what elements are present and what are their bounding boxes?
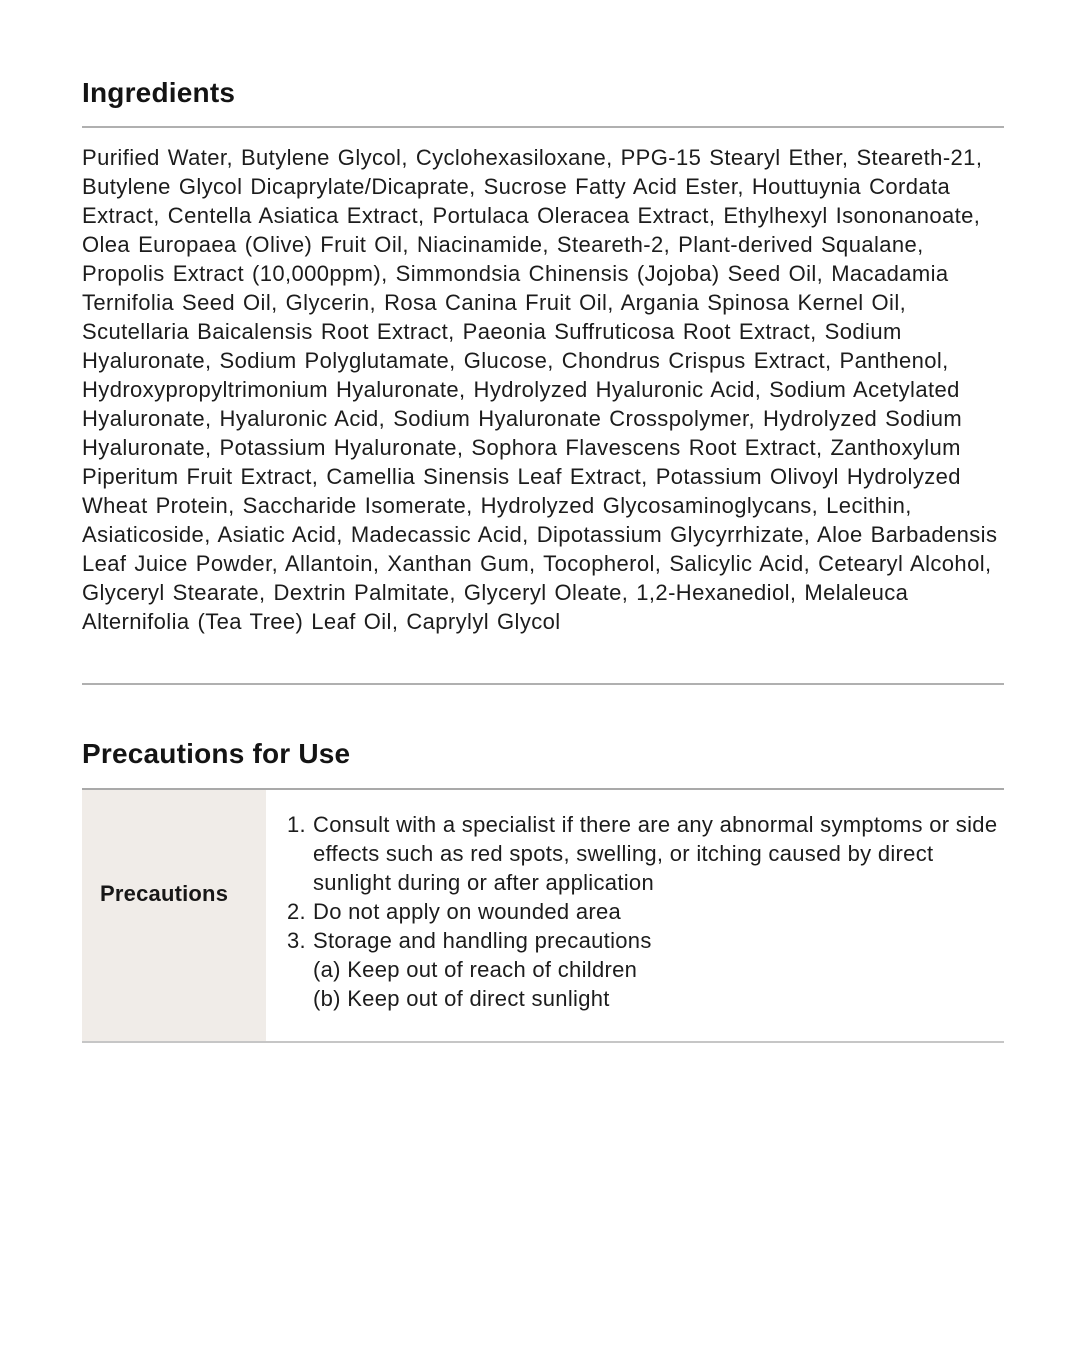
list-item-text [313, 810, 998, 897]
list-item-line: Do not apply on wounded area [313, 899, 622, 924]
list-item-line: Storage and handling precautions [313, 928, 652, 953]
ingredients-section [82, 76, 1004, 685]
list-item-marker: 3. [287, 928, 306, 953]
divider [82, 126, 1004, 128]
list-subitem: (b) Keep out of direct sunlight [313, 986, 610, 1011]
list-item-line: Consult with a specialist if there are any abnormal symptoms or side effects such as red spots, swelling, or itching caused by direct sunlight during or after application [313, 812, 998, 895]
precaution-item [287, 897, 998, 926]
list-item-text [313, 897, 998, 926]
list-item-marker: 1. [287, 812, 306, 837]
precautions-table [82, 788, 1004, 1043]
ingredients-title: Ingredients [82, 77, 236, 108]
ingredients-text: Purified Water, Butylene Glycol, Cyclohexasiloxane, PPG-15 Stearyl Ether, Steareth-21, Butylene Glycol Dicaprylate/Dicaprate, Sucrose Fatty Acid Ester, Houttuynia Cordata Extract, Centella Asiatica Extract, Portulaca Oleracea Extract, Ethylhexyl Isononanoate, Olea Europaea (Olive) Fruit Oil, Niacinamide, Steareth-2, Plant-derived Squalane, Propolis Extract (10,000ppm), Simmondsia Chinensis (Jojoba) Seed Oil, Macadamia Ternifolia Seed Oil, Glycerin, Rosa Canina Fruit Oil, Argania Spinosa Kernel Oil, Scutellaria Baicalensis Root Extract, Paeonia Suffruticosa Root Extract, Sodium Hyaluronate, Sodium Polyglutamate, Glucose, Chondrus Crispus Extract, Panthenol, Hydroxypropyltrimonium Hyaluronate, Hydrolyzed Hyaluronic Acid, Sodium Acetylated Hyaluronate, Hyaluronic Acid, Sodium Hyaluronate Crosspolymer, Hydrolyzed Sodium Hyaluronate, Potassium Hyaluronate, Sophora Flavescens Root Extract, Zanthoxylum Piperitum Fruit Extract, Camellia Sinensis Leaf Extract, Potassium Olivoyl Hydrolyzed Wheat Protein, Saccharide Isomerate, Hydrolyzed Glycosaminoglycans, Lecithin, Asiaticoside, Asiatic Acid, Madecassic Acid, Dipotassium Glycyrrhizate, Aloe Barbadensis Leaf Juice Powder, Allantoin, Xanthan Gum, Tocopherol, Salicylic Acid, Cetearyl Alcohol, Glyceryl Stearate, Dextrin Palmitate, Glyceryl Oleate, 1,2-Hexanediol, Melaleuca Alternifolia (Tea Tree) Leaf Oil, Caprylyl Glycol [82, 145, 998, 634]
precautions-row-label: Precautions [82, 790, 266, 1041]
divider [82, 683, 1004, 685]
list-subitem: (a) Keep out of reach of children [313, 957, 638, 982]
precaution-item [287, 926, 998, 1013]
list-item-marker: 2. [287, 899, 306, 924]
list-item-text [313, 926, 998, 1013]
precautions-section [82, 737, 1004, 1043]
precaution-item [287, 810, 998, 897]
precautions-title: Precautions for Use [82, 738, 351, 769]
precautions-list [266, 790, 1004, 1041]
